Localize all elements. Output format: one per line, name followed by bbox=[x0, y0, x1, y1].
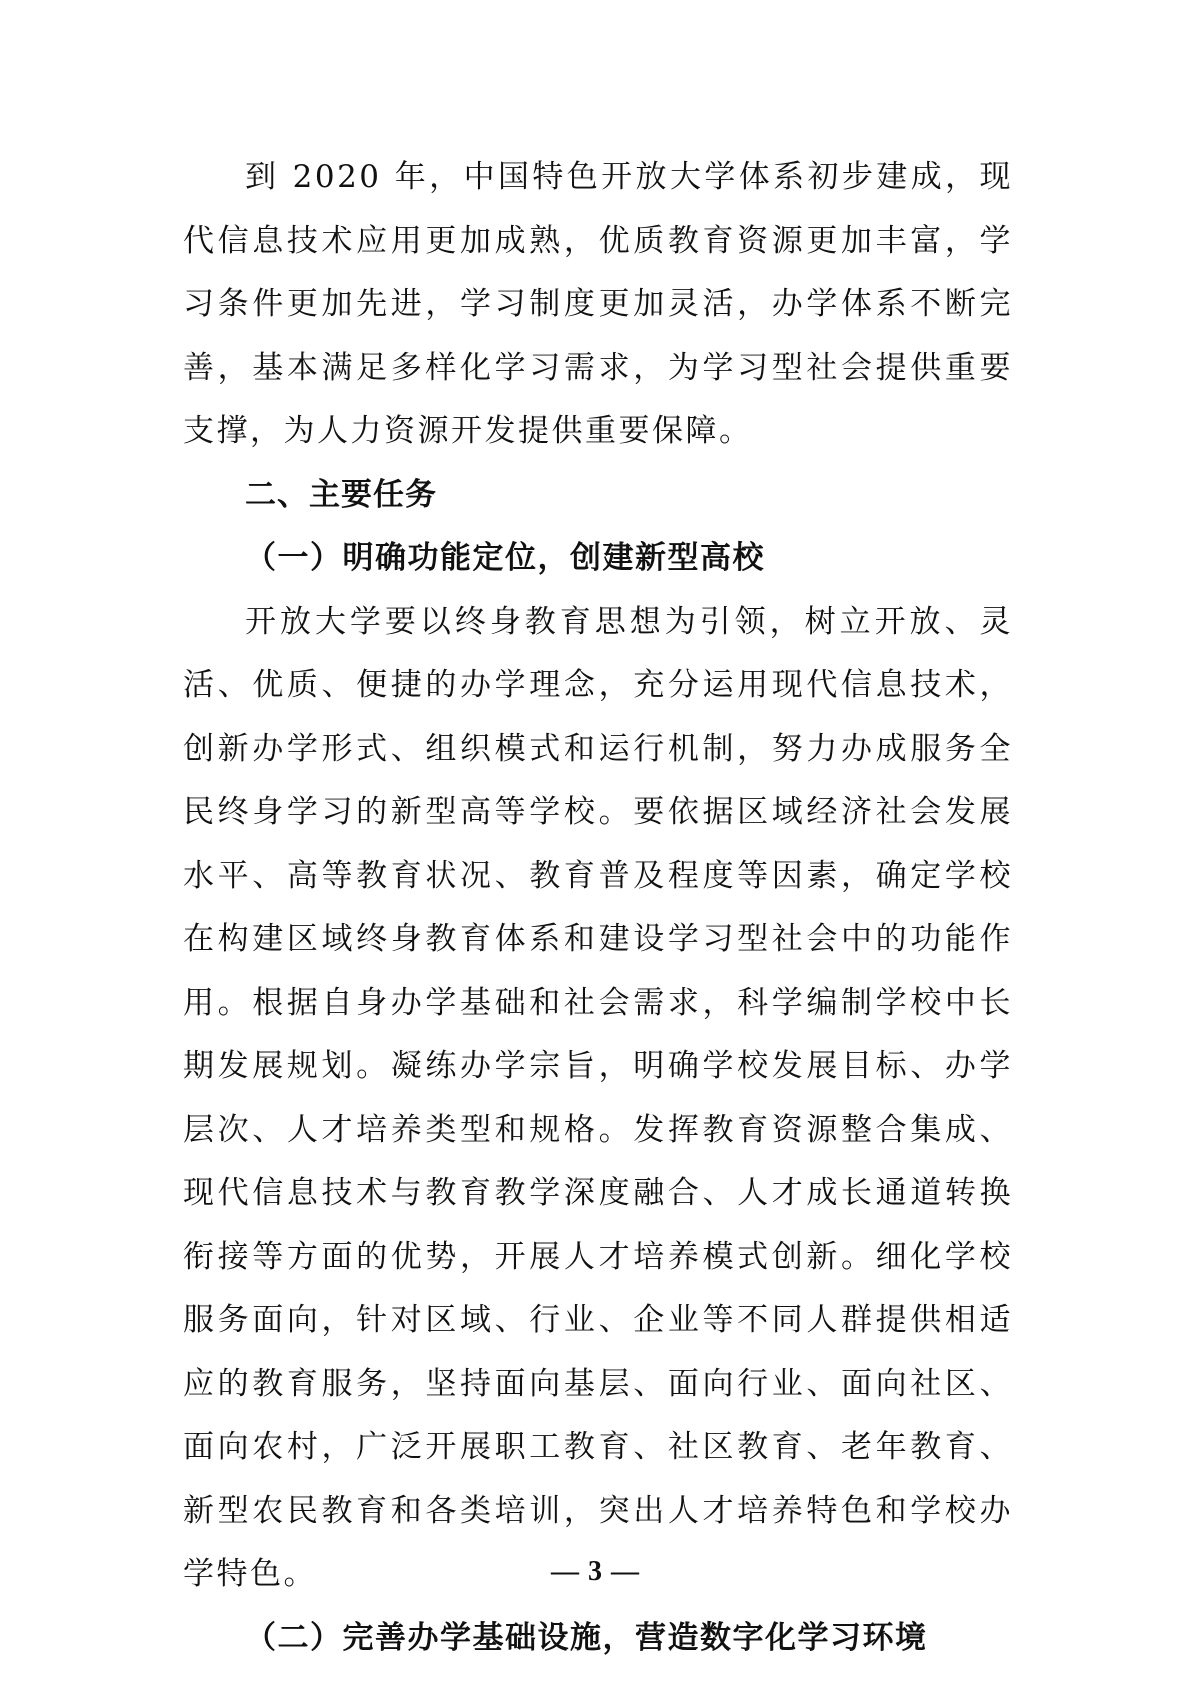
paragraph-function-positioning: 开放大学要以终身教育思想为引领，树立开放、灵活、优质、便捷的办学理念，充分运用现代信息技术，创新办学形式、组织模式和运行机制，努力办成服务全民终身学习的新型高等学校。要依据区域经济社会发展水平、高等教育状况、教育普及程度等因素，确定学校在构建区域终身教育体系和建设学习型社会中的功能作用。根据自身办学基础和社会需求，科学编制学校中长期发展规划。凝练办学宗旨，明确学校发展目标、办学层次、人才培养类型和规格。发挥教育资源整合集成、现代信息技术与教育教学深度融合、人才成长通道转换衔接等方面的优势，开展人才培养模式创新。细化学校服务面向，针对区域、行业、企业等不同人群提供相适应的教育服务，坚持面向基层、面向行业、面向社区、面向农村，广泛开展职工教育、社区教育、老年教育、新型农民教育和各类培训，突出人才培养特色和学校办学特色。 bbox=[183, 603, 1013, 1592]
document-body bbox=[183, 146, 1013, 1670]
paragraph-goals-2020: 到 2020 年，中国特色开放大学体系初步建成，现代信息技术应用更加成熟，优质教育资源更加丰富，学习条件更加先进，学习制度更加灵活，办学体系不断完善，基本满足多样化学习需求，为学习型社会提供重要支撑，为人力资源开发提供重要保障。 bbox=[183, 159, 1013, 449]
subsection-heading-2: （二）完善办学基础设施，营造数字化学习环境 bbox=[245, 1619, 928, 1656]
page-number: — 3 — bbox=[551, 1556, 640, 1587]
section-heading-main-tasks: 二、主要任务 bbox=[245, 476, 437, 513]
subsection-heading-1: （一）明确功能定位，创建新型高校 bbox=[245, 540, 765, 576]
